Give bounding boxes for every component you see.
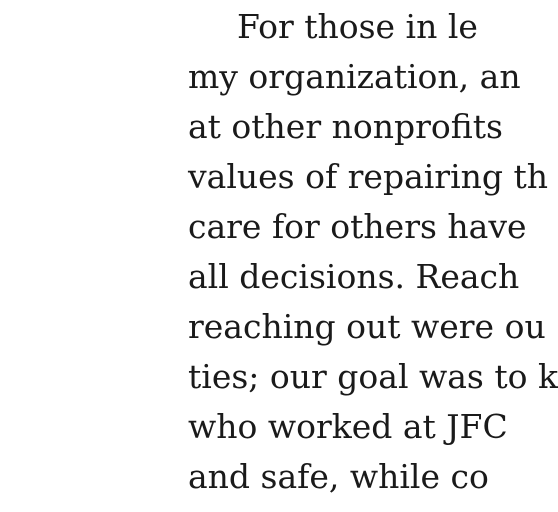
- text-line: values of repairing th: [188, 157, 549, 196]
- text-line: For those in le: [237, 7, 478, 46]
- text-line: my organization, an: [188, 57, 521, 96]
- text-line: at other nonprofits: [188, 107, 503, 146]
- text-line: all decisions. Reach: [188, 257, 520, 296]
- text-line: and safe, while co: [188, 457, 489, 496]
- text-line: who worked at JFC: [188, 407, 508, 446]
- text-line: ties; our goal was to k: [188, 357, 558, 396]
- text-line: care for others have: [188, 207, 527, 246]
- text-line: reaching out were ou: [188, 307, 546, 346]
